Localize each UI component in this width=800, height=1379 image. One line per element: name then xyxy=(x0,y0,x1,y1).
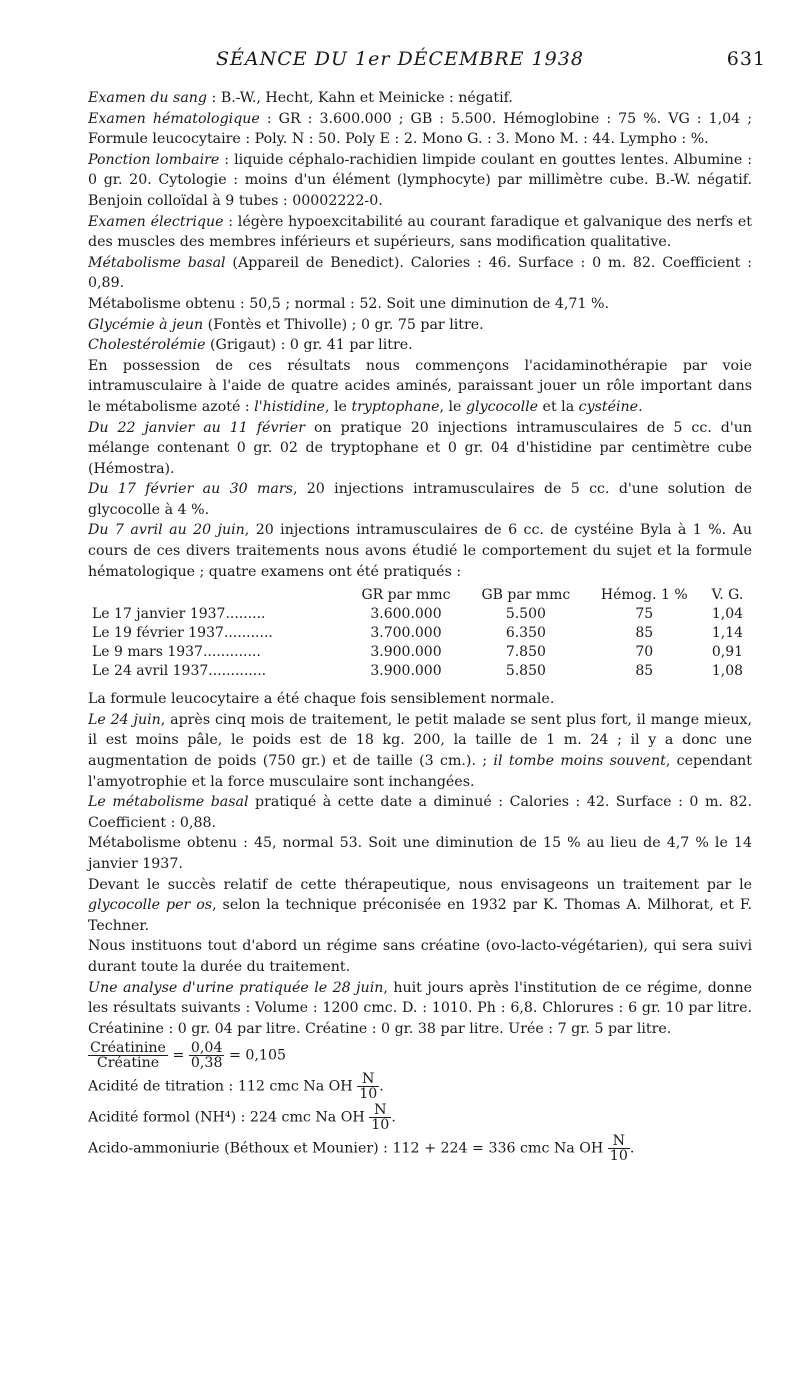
table-cell: 3.700.000 xyxy=(370,625,442,642)
column-header: GB par mmc xyxy=(481,587,571,604)
table-row xyxy=(88,643,752,662)
paragraph-lead: Le 24 juin xyxy=(88,711,161,728)
table-cell: 75 xyxy=(635,606,654,623)
paragraph-text: , 20 injections intramusculaires de 5 cc. d'une solution de glycocolle à 4 %. xyxy=(88,481,753,518)
paragraph-text: , huit jours après l'institution de ce régime, donne les résultats suivants : Volume : 1200 cmc. D. : 1010. Ph : 6,8. Chlorures : 6 gr. 10 par litre. Créatinine : 0 gr. 04 par litre. Créatine : 0 gr. 38 par litre. Urée : 7 gr. 5 par litre. xyxy=(88,979,752,1037)
paragraph-lead: Une analyse d'urine pratiquée le 28 juin xyxy=(88,979,384,996)
paragraph-lead: Métabolisme basal xyxy=(88,254,226,271)
paragraph-avril xyxy=(88,520,752,582)
table-cell: 5.500 xyxy=(505,606,546,623)
normality-fraction xyxy=(357,1072,379,1101)
text-run: , le xyxy=(439,398,466,415)
column-header: GR par mmc xyxy=(361,587,451,604)
header-title: SÉANCE DU 1er DÉCEMBRE 1938 xyxy=(216,48,584,70)
table-header-row xyxy=(88,586,752,605)
table-cell: 85 xyxy=(635,625,654,642)
paragraph-janvier xyxy=(88,418,752,480)
paragraph-lead: Examen du sang xyxy=(88,90,208,106)
formula-text: Acido-ammoniurie (Béthoux et Mounier) : 112 + 224 = 336 cmc Na OH xyxy=(88,1140,604,1157)
text-run: , le xyxy=(324,398,352,415)
paragraph-text: Métabolisme obtenu : 50,5 ; normal : 52. Soit une diminution de 4,71 %. xyxy=(88,295,609,312)
table-cell: 3.900.000 xyxy=(370,644,442,661)
text-run-italic: glycocolle per os xyxy=(88,897,213,914)
text-run: Devant le succès relatif de cette thérapeutique, nous envisageons un traitement par le xyxy=(88,876,752,893)
paragraph-acidaminotherapie xyxy=(88,356,752,418)
fraction-denominator: 10 xyxy=(371,1117,390,1134)
paragraph-lead: Glycémie à jeun xyxy=(88,316,204,333)
paragraph xyxy=(88,294,752,315)
paragraph-lead: Du 22 janvier au 11 février xyxy=(88,419,305,436)
paragraph-text: : légère hypoexcitabilité au courant faradique et galvanique des nerfs et des muscles des membres inférieurs et supérieurs, sans modification qualitative. xyxy=(88,213,752,251)
formula-ratio xyxy=(88,1041,752,1070)
text-run: En possession de ces résultats nous commençons l'acidaminothérapie par voie intramusculaire à l'aide de quatre acides aminés, paraissant jouer un rôle important dans le métabolisme azoté : xyxy=(88,357,752,415)
normality-fraction xyxy=(608,1134,630,1163)
paragraph-juin xyxy=(88,710,752,792)
text-run: . xyxy=(638,398,643,415)
paragraph xyxy=(88,88,752,109)
paragraph-metabolisme-3: Métabolisme obtenu : 45, normal 53. Soit une diminution de 15 % au lieu de 4,7 % le 14 janvier 1937. xyxy=(88,835,752,872)
paragraph xyxy=(88,212,752,253)
paragraph-text: (Grigaut) : 0 gr. 41 par litre. xyxy=(205,337,413,354)
paragraph-fevrier xyxy=(88,479,752,520)
table-row xyxy=(88,605,752,624)
table-row xyxy=(88,662,752,681)
paragraph-text: La formule leucocytaire a été chaque fois sensiblement normale. xyxy=(88,691,555,708)
paragraph-lead: Cholestérolémie xyxy=(88,337,206,354)
table-cell: 6.350 xyxy=(505,625,546,642)
paragraph xyxy=(88,109,752,150)
table-row xyxy=(88,624,752,643)
fraction-labels xyxy=(88,1041,168,1070)
table-cell: 70 xyxy=(635,644,654,661)
formula-acid-formol: Acidité formol (NH⁴) : 224 cmc Na OH $\frac{N}{10}$ . xyxy=(88,1102,396,1134)
fraction-denominator: 0,38 xyxy=(190,1055,223,1072)
normality-fraction xyxy=(369,1103,391,1132)
table-cell: 1,14 xyxy=(711,625,744,642)
paragraph-text: pratiqué à cette date a diminué : Calories : 42. Surface : 0 m. 82. Coefficient : 0,88. xyxy=(88,794,752,831)
formula-text: Acidité de titration : 112 cmc Na OH xyxy=(88,1078,353,1095)
text-run-italic: il tombe moins souvent xyxy=(493,753,666,770)
paragraph-text: on pratique 20 injections intramusculaires de 5 cc. d'un mélange contenant 0 gr. 02 de tryptophane et 0 gr. 04 d'histidine par centimètre cube (Hémostra). xyxy=(88,419,753,477)
row-label: Le 19 février 1937........... xyxy=(92,625,273,642)
formula-acid-titration: Acidité de titration : 112 cmc Na OH $\frac{N}{10}$ . xyxy=(88,1071,384,1103)
paragraph-lead: Examen électrique xyxy=(88,213,224,230)
paragraph-text: : liquide céphalo-rachidien limpide coulant en gouttes lentes. Albumine : 0 gr. 20. Cytologie : moins d'un élément (lymphocyte) par millimètre cube. B.-W. négatif. Benjoin colloïdal à 9 tubes : 00002222-0. xyxy=(88,151,753,209)
fraction-numerator: N xyxy=(369,1103,391,1118)
table-cell: 0,91 xyxy=(711,644,744,661)
table-cell: 85 xyxy=(635,663,654,680)
table-cell: 1,04 xyxy=(711,606,744,623)
paragraph-lead: Le métabolisme basal xyxy=(88,794,249,811)
ratio-result: = 0,105 xyxy=(228,1047,286,1064)
paragraph-metabolisme-2 xyxy=(88,792,752,833)
text-run: , cependant l'amyotrophie et la force musculaire sont inchangées. xyxy=(88,753,752,790)
fraction-values xyxy=(189,1041,225,1070)
fraction-denominator: Créatine xyxy=(96,1055,160,1072)
paragraph xyxy=(88,689,752,710)
row-label: Le 17 janvier 1937......... xyxy=(92,606,266,623)
column-header xyxy=(88,586,346,605)
paragraph-urine xyxy=(88,978,752,1040)
equals-sign: = xyxy=(172,1047,189,1064)
paragraph-lead: Du 7 avril au 20 juin xyxy=(88,522,245,539)
text-run: et la xyxy=(538,398,579,415)
paragraph-list-after-table xyxy=(88,689,752,710)
paragraph-text: : GR : 3.600.000 ; GB : 5.500. Hémoglobine : 75 %. VG : 1,04 ; Formule leucocytaire : Poly. N : 50. Poly E : 2. Mono G. : 3. Mono M. : 44. Lympho : %. xyxy=(88,110,752,148)
fraction-denominator: 10 xyxy=(359,1086,378,1103)
paragraph-text: (Appareil de Benedict). Calories : 46. Surface : 0 m. 82. Coefficient : 0,89. xyxy=(88,254,752,292)
page-number: 631 xyxy=(726,48,766,70)
column-header: V. G. xyxy=(711,587,744,604)
paragraph xyxy=(88,315,752,336)
paragraph-lead: Du 17 février au 30 mars xyxy=(88,481,293,498)
table-cell: 3.600.000 xyxy=(370,606,442,623)
text-run: , après cinq mois de traitement, le petit malade se sent plus fort, il mange mieux, il est moins pâle, le poids est de 18 kg. 200, la taille de 1 m. 24 ; il y a donc une augmentation de poids (750 gr.) et de taille (3 cm.). ; xyxy=(88,711,752,770)
row-label: Le 9 mars 1937............. xyxy=(92,644,261,661)
formula-acido-ammoniurie: Acido-ammoniurie (Béthoux et Mounier) : 112 + 224 = 336 cmc Na OH $\frac{N}{10}$ . xyxy=(88,1133,635,1165)
paragraph-lead: Examen hématologique xyxy=(88,110,260,127)
paragraph-lead: Ponction lombaire xyxy=(88,151,220,168)
hematology-table xyxy=(88,586,752,681)
table-cell: 7.850 xyxy=(505,644,546,661)
fraction-numerator: 0,04 xyxy=(190,1040,223,1057)
table-cell: 1,08 xyxy=(711,663,744,680)
formula-text: Acidité formol (NH⁴) : 224 cmc Na OH xyxy=(88,1109,365,1126)
text-run-italic: l'histidine xyxy=(254,398,325,415)
paragraph-list xyxy=(88,88,752,356)
paragraph xyxy=(88,150,752,212)
text-run-italic: glycocolle xyxy=(465,398,539,415)
table-body xyxy=(88,605,752,681)
fraction-denominator: 10 xyxy=(609,1148,628,1165)
table-cell: 5.850 xyxy=(505,663,546,680)
fraction-numerator: Créatinine xyxy=(90,1040,166,1057)
column-header: Hémog. 1 % xyxy=(600,587,688,604)
paragraph-regime: Nous instituons tout d'abord un régime sans créatine (ovo-lacto-végétarien), qui sera suivi durant toute la durée du traitement. xyxy=(88,938,752,975)
table-cell: 3.900.000 xyxy=(370,663,442,680)
paragraph xyxy=(88,253,752,294)
paragraph-text: : B.-W., Hecht, Kahn et Meinicke : négatif. xyxy=(207,90,513,106)
row-label: Le 24 avril 1937............. xyxy=(92,663,267,680)
paragraph-devant xyxy=(88,875,752,937)
text-run: , selon la technique préconisée en 1932 par K. Thomas A. Milhorat, et F. Techner. xyxy=(88,897,752,934)
paragraph xyxy=(88,335,752,356)
text-run-italic: cystéine xyxy=(578,398,639,415)
body-text xyxy=(88,88,752,1165)
paragraph-text: , 20 injections intramusculaires de 6 cc. de cystéine Byla à 1 %. Au cours de ces divers traitements nous avons étudié le comportement du sujet et la formule hématologique ; quatre examens ont été pratiqués : xyxy=(88,522,752,580)
fraction-numerator: N xyxy=(608,1134,630,1149)
text-run-italic: tryptophane xyxy=(351,398,440,415)
running-header xyxy=(0,48,800,76)
fraction-numerator: N xyxy=(357,1072,379,1087)
paragraph-text: (Fontès et Thivolle) ; 0 gr. 75 par litre. xyxy=(203,316,484,333)
